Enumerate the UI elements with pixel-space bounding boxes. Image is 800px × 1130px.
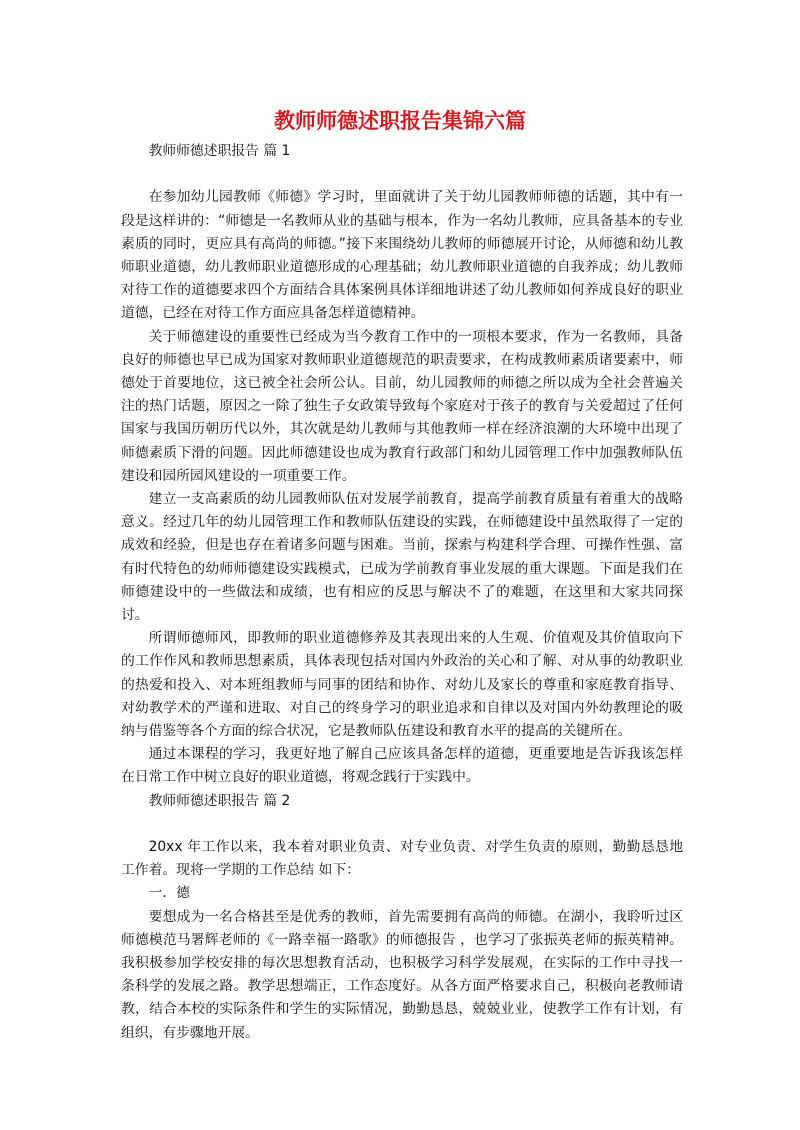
paragraph: 20xx 年工作以来，我本着对职业负责、对专业负责、对学生负责的原则，勤勤恳恳地工作着。现将一学期的工作总结 如下： [121,839,683,879]
paragraph: 建立一支高素质的幼儿园教师队伍对发展学前教育，提高学前教育质量有着重大的战略意义。经过几年的幼儿园管理工作和教师队伍建设的实践，在师德建设中虽然取得了一定的成效和经验，但是也存在着诸多问题与困难。当前，探索与构建科学合理、可操作性强、富有时代特色的幼师师德建设实践模式，已成为学前教育事业发展的重大课题。下面是我们在师德建设中的一些做法和成绩，也有相应的反思与解决不了的难题，在这里和大家共同探讨。 [121,491,683,624]
paragraph: 要想成为一名合格甚至是优秀的教师，首先需要拥有高尚的师德。在湖小，我聆听过区师德模范马署辉老师的《一路幸福一路歌》的师德报告 ，也学习了张振英老师的振英精神。我积极参加学校安排的每次思想教育活动，也积极学习科学发展观，在实际的工作中寻找一条科学的发展之路。教学思想端正，工作态度好。从各方面严格要求自己，积极向老教师请教，结合本校的实际条件和学生的实际情况，勤勤恳恳，兢兢业业，使教学工作有计划，有组织，有步骤地开展。 [121,908,683,1041]
document-body [121,140,683,1045]
section-heading: 教师师德述职报告 篇 1 [148,143,291,159]
blank-line [121,163,683,186]
document-title: 教师师德述职报告集锦六篇 [274,108,526,133]
subsection-heading: 一．德 [148,885,190,902]
paragraph: 通过本课程的学习，我更好地了解自己应该具备怎样的道德，更重要地是告诉我该怎样在日常工作中树立良好的职业道德，将观念践行于实践中。 [121,746,683,786]
blank-line [121,813,683,836]
paragraph: 所谓师德师风，即教师的职业道德修养及其表现出来的人生观、价值观及其价值取向下的工作作风和教师思想素质，具体表现包括对国内外政治的关心和了解、对从事的幼教职业的热爱和投入、对本班组教师与同事的团结和协作、对幼儿及家长的尊重和家庭教育指导、对幼教学术的严谨和进取、对自己的终身学习的职业追求和自律以及对国内外幼教理论的吸纳与借鉴等各个方面的综合状况，它是教师队伍建设和教育水平的提高的关键所在。 [121,630,683,740]
section-heading: 教师师德述职报告 篇 2 [148,792,291,809]
paragraph: 关于师德建设的重要性已经成为当今教育工作中的一项根本要求，作为一名教师，具备良好的师德也早已成为国家对教师职业道德规范的职责要求，在构成教师素质诸要素中，师德处于首要地位，这已被全社会所公认。目前，幼儿园教师的师德之所以成为全社会普遍关注的热门话题，原因之一除了独生子女政策导致每个家庭对于孩子的教育与关爱超过了任何国家与我国历朝历代以外，其次就是幼儿教师与其他教师一样在经济浪潮的大环境中出现了师德素质下滑的问题。因此师德建设也成为教育行政部门和幼儿园管理工作中加强教师队伍建设和园所园风建设的一项重要工作。 [121,328,683,484]
paragraph: 在参加幼儿园教师《师德》学习时，里面就讲了关于幼儿园教师师德的话题，其中有一段是这样讲的：“师德是一名教师从业的基础与根本，作为一名幼儿教师，应具备基本的专业素质的同时，更应具有高尚的师德。”接下来围绕幼儿教师的师德展开讨论，从师德和幼儿教师职业道德，幼儿教师职业道德形成的心理基础；幼儿教师职业道德的自我养成；幼儿教师对待工作的道德要求四个方面结合具体案例具体详细地讲述了幼儿教师如何养成良好的职业道德，已经在对待工作方面应具备怎样道德精神。 [121,189,683,322]
